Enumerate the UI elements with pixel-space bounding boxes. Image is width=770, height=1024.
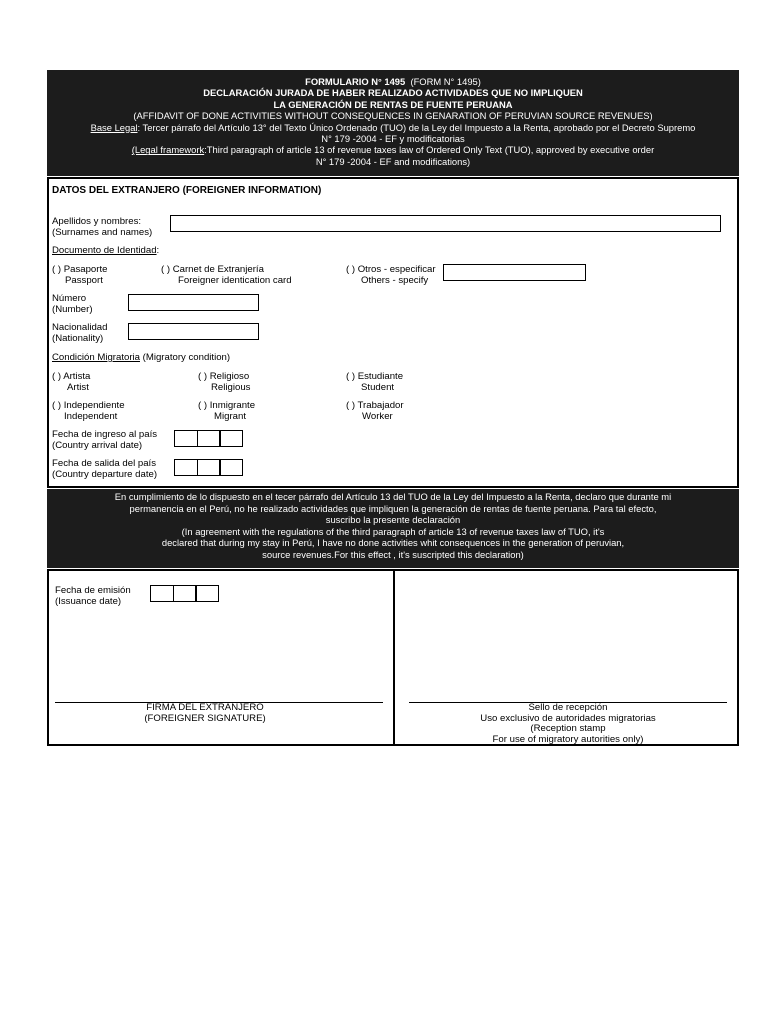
section-title: DATOS DEL EXTRANJERO (FOREIGNER INFORMATION) [52, 185, 322, 196]
nationality-label: Nacionalidad (Nationality) [52, 322, 108, 344]
base-legal-2: N° 179 -2004 - EF y modificatorias [321, 133, 465, 145]
date-cell[interactable] [219, 430, 243, 447]
arrival-date-label: Fecha de ingreso al país (Country arrival date) [52, 429, 158, 451]
migratory-label: Condición Migratoria (Migratory condition) [52, 352, 231, 363]
other-document-field[interactable] [443, 264, 586, 281]
date-cell[interactable] [173, 585, 197, 602]
names-label: Apellidos y nombres: (Surnames and names) [52, 216, 153, 238]
passport-option[interactable]: ( ) Pasaporte Passport [52, 264, 108, 286]
base-legal: Base Legal: Tercer párrafo del Artículo 13° del Texto Único Ordenado (TUO) de la Ley del Impuesto a la Renta, aprobado por el Decreto Supremo [90, 121, 696, 133]
signature-caption: FIRMA DEL EXTRANJERO (FOREIGNER SIGNATURE) [144, 702, 266, 724]
worker-option[interactable]: ( ) Trabajador Worker [346, 400, 404, 422]
number-label: Número (Number) [52, 293, 93, 315]
nationality-field[interactable] [128, 323, 259, 340]
migrant-option[interactable]: ( ) Inmigrante Migrant [198, 400, 256, 422]
religious-option[interactable]: ( ) Religioso Religious [198, 371, 251, 393]
form-header [47, 70, 739, 176]
date-cell[interactable] [219, 459, 243, 476]
arrival-date-field[interactable] [174, 430, 242, 447]
artist-option[interactable]: ( ) Artista Artist [52, 371, 91, 393]
column-divider [393, 571, 395, 744]
form-number-en: (FORM N° 1495) [410, 76, 481, 87]
stamp-caption: Sello de recepción Uso exclusivo de autoridades migratorias (Reception stamp For use of migratory autorities only) [480, 702, 656, 745]
foreigner-section [47, 177, 739, 488]
issuance-date-field[interactable] [150, 585, 218, 602]
signature-section [47, 569, 739, 746]
date-cell[interactable] [197, 430, 221, 447]
form-title-2: LA GENERACIÓN DE RENTAS DE FUENTE PERUANA [273, 98, 513, 110]
foreigner-card-option[interactable]: ( ) Carnet de Extranjería Foreigner identication card [161, 264, 292, 286]
date-cell[interactable] [174, 459, 198, 476]
declaration-statement: En cumplimiento de lo dispuesto en el tecer párrafo del Artículo 13 del TUO de la Ley del Impuesto a la Renta, declaro que durante mi permanencia en el Perú, no he realizado actividades que impliquen la generación de rentas de fuente peruana. Para tal efecto, suscribo la presente declaración (In agreement with the regulations of the third paragraph of article 13 of revenue taxes law of TUO, it's declared that during my stay in Perú, I have no done activities whit consequences in the generation of peruvian, source revenues.For this effect , it's suscripted this declaration) [47, 489, 739, 568]
issuance-date-label: Fecha de emisión (Issuance date) [55, 585, 131, 607]
form-title: DECLARACIÓN JURADA DE HABER REALIZADO ACTIVIDADES QUE NO IMPLIQUEN [203, 87, 583, 99]
legal-framework: (Legal framework:Third paragraph of article 13 of revenue taxes law of Ordered Only Text (TUO), approved by executive order [131, 144, 655, 156]
student-option[interactable]: ( ) Estudiante Student [346, 371, 404, 393]
independent-option[interactable]: ( ) Independiente Independent [52, 400, 125, 422]
form-title-en: (AFFIDAVIT OF DONE ACTIVITIES WITHOUT CONSEQUENCES IN GENARATION OF PERUVIAN SOURCE REVENUES) [133, 110, 653, 122]
number-field[interactable] [128, 294, 259, 311]
other-document-option[interactable]: ( ) Otros - especificar Others - specify [346, 264, 436, 286]
date-cell[interactable] [150, 585, 174, 602]
names-field[interactable] [170, 215, 721, 232]
departure-date-label: Fecha de salida del país (Country departure date) [52, 458, 158, 480]
date-cell[interactable] [195, 585, 219, 602]
legal-framework-2: N° 179 -2004 - EF and modifications) [315, 155, 471, 167]
form-number: FORMULARIO N° 1495 [305, 76, 406, 87]
departure-date-field[interactable] [174, 459, 242, 476]
date-cell[interactable] [174, 430, 198, 447]
document-label: Documento de Identidad: [52, 245, 160, 256]
date-cell[interactable] [197, 459, 221, 476]
